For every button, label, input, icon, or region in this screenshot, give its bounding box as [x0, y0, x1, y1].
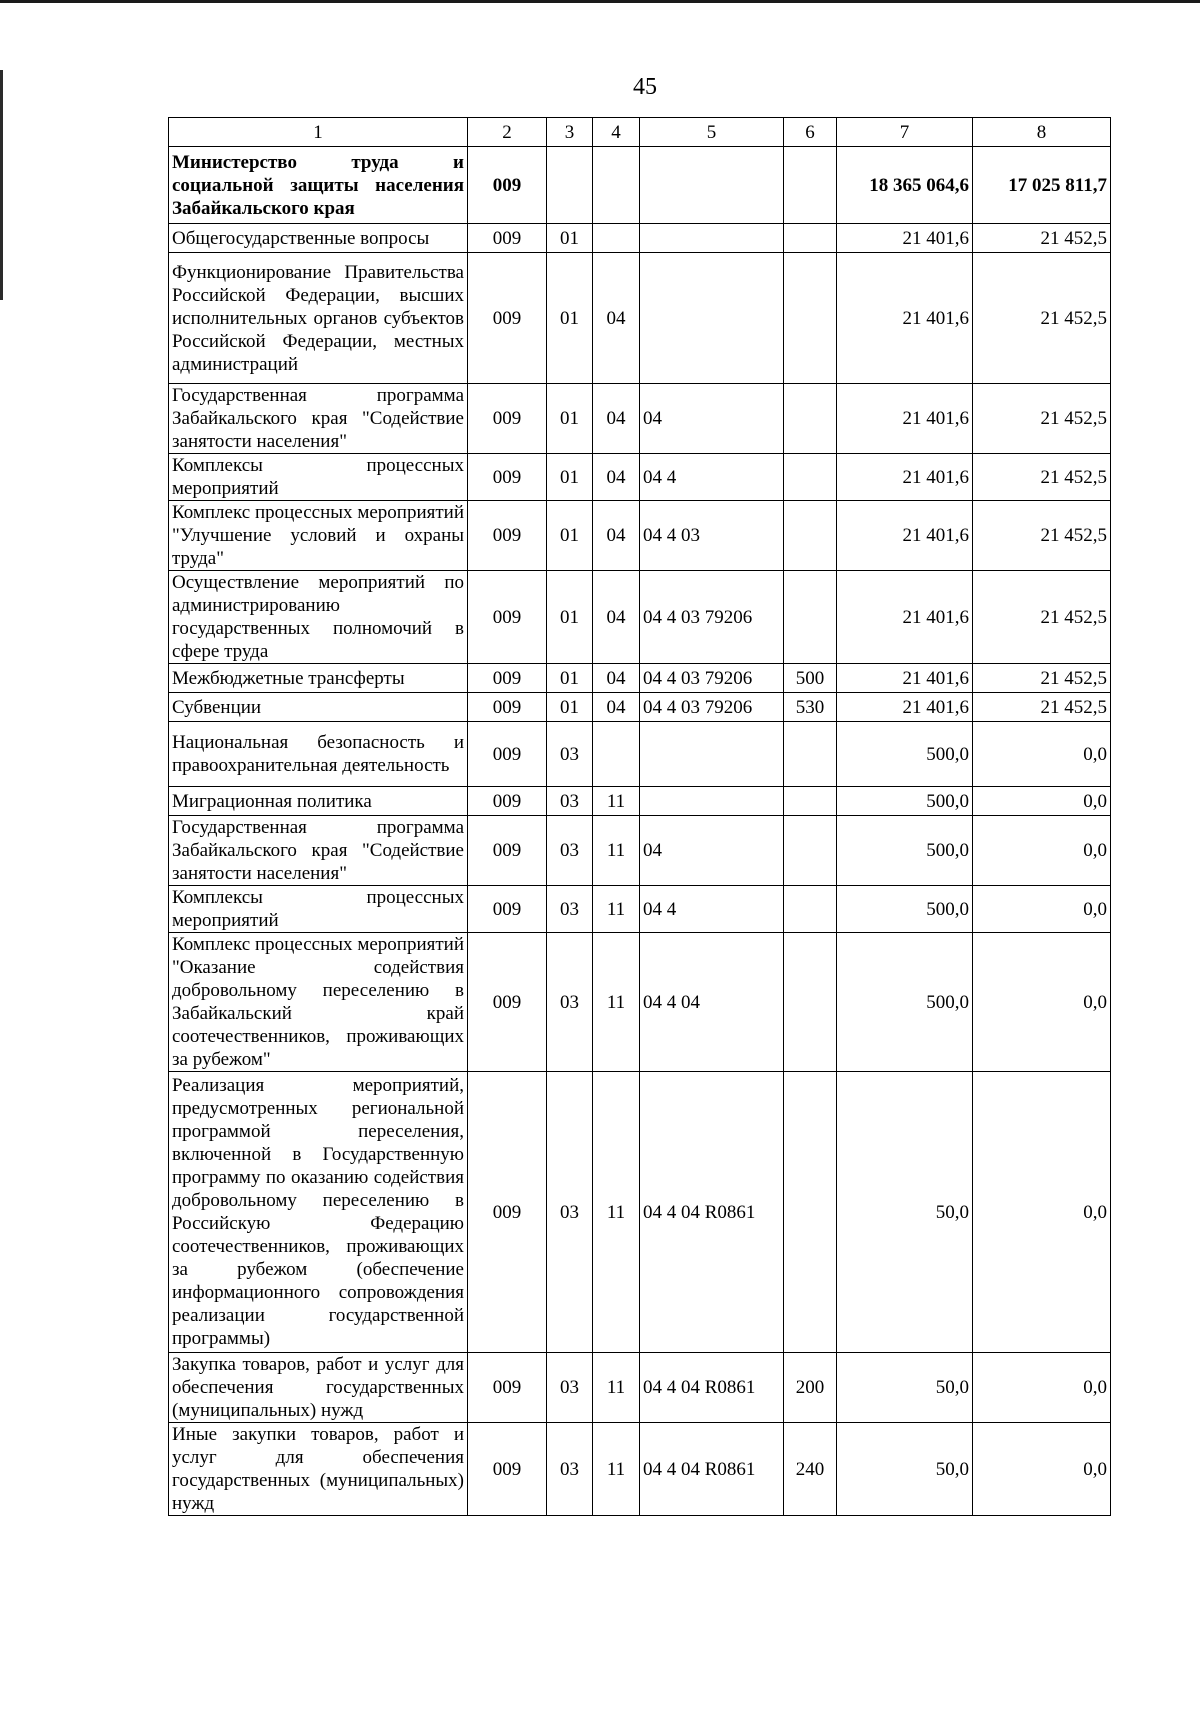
division-code-cell: 03 [547, 1072, 593, 1353]
section-code-cell: 009 [468, 253, 547, 384]
amount-year1-cell: 21 401,6 [837, 664, 973, 693]
amount-year2-cell: 21 452,5 [973, 253, 1111, 384]
amount-year1-cell: 21 401,6 [837, 501, 973, 571]
amount-year2-cell: 21 452,5 [973, 454, 1111, 501]
row-name-cell: Государственная программа Забайкальского края "Содействие занятости населения" [169, 816, 468, 886]
header-cell-4: 4 [593, 118, 640, 147]
budget-table [168, 117, 1111, 1516]
subdivision-code-cell: 11 [593, 886, 640, 933]
table-row [169, 147, 1111, 224]
subdivision-code-cell: 11 [593, 1072, 640, 1353]
subdivision-code-cell: 11 [593, 1353, 640, 1423]
amount-year1-cell: 500,0 [837, 722, 973, 787]
amount-year2-cell: 0,0 [973, 933, 1111, 1072]
header-cell-2: 2 [468, 118, 547, 147]
division-code-cell: 03 [547, 1353, 593, 1423]
amount-year2-cell: 0,0 [973, 787, 1111, 816]
row-name-cell: Национальная безопасность и правоохранительная деятельность [169, 722, 468, 787]
amount-year2-cell: 0,0 [973, 722, 1111, 787]
row-name-cell: Комплекс процессных мероприятий "Оказание содействия добровольному переселению в Забайкальский край соотечественников, проживающих за рубежом" [169, 933, 468, 1072]
row-name-cell: Комплексы процессных мероприятий [169, 454, 468, 501]
target-article-cell: 04 4 03 79206 [640, 664, 784, 693]
table-row [169, 454, 1111, 501]
section-code-cell: 009 [468, 1353, 547, 1423]
row-name-cell: Закупка товаров, работ и услуг для обеспечения государственных (муниципальных) нужд [169, 1353, 468, 1423]
amount-year2-cell: 0,0 [973, 886, 1111, 933]
amount-year2-cell: 21 452,5 [973, 224, 1111, 253]
subdivision-code-cell: 11 [593, 933, 640, 1072]
table-row [169, 224, 1111, 253]
subdivision-code-cell [593, 224, 640, 253]
table-row [169, 1353, 1111, 1423]
row-name-cell: Комплекс процессных мероприятий "Улучшение условий и охраны труда" [169, 501, 468, 571]
row-name-cell: Осуществление мероприятий по администрированию государственных полномочий в сфере труда [169, 571, 468, 664]
amount-year2-cell: 21 452,5 [973, 571, 1111, 664]
amount-year1-cell: 21 401,6 [837, 571, 973, 664]
expense-type-cell [784, 886, 837, 933]
division-code-cell: 01 [547, 571, 593, 664]
header-cell-1: 1 [169, 118, 468, 147]
header-cell-8: 8 [973, 118, 1111, 147]
subdivision-code-cell: 04 [593, 384, 640, 454]
target-article-cell: 04 [640, 816, 784, 886]
table-row [169, 722, 1111, 787]
division-code-cell: 01 [547, 253, 593, 384]
amount-year1-cell: 21 401,6 [837, 693, 973, 722]
target-article-cell: 04 4 04 R0861 [640, 1423, 784, 1516]
amount-year2-cell: 21 452,5 [973, 384, 1111, 454]
left-margin-line [0, 70, 3, 300]
amount-year1-cell: 500,0 [837, 886, 973, 933]
section-code-cell: 009 [468, 886, 547, 933]
amount-year1-cell: 50,0 [837, 1353, 973, 1423]
subdivision-code-cell: 11 [593, 787, 640, 816]
target-article-cell [640, 253, 784, 384]
division-code-cell: 03 [547, 787, 593, 816]
header-cell-3: 3 [547, 118, 593, 147]
section-code-cell: 009 [468, 147, 547, 224]
table-row [169, 1072, 1111, 1353]
section-code-cell: 009 [468, 224, 547, 253]
target-article-cell: 04 4 04 R0861 [640, 1072, 784, 1353]
amount-year2-cell: 17 025 811,7 [973, 147, 1111, 224]
division-code-cell: 03 [547, 933, 593, 1072]
expense-type-cell [784, 722, 837, 787]
table-row [169, 1423, 1111, 1516]
expense-type-cell [784, 933, 837, 1072]
amount-year2-cell: 21 452,5 [973, 693, 1111, 722]
expense-type-cell [784, 571, 837, 664]
section-code-cell: 009 [468, 722, 547, 787]
table-row [169, 886, 1111, 933]
table-row [169, 253, 1111, 384]
amount-year2-cell: 0,0 [973, 1072, 1111, 1353]
amount-year1-cell: 500,0 [837, 787, 973, 816]
amount-year2-cell: 0,0 [973, 1353, 1111, 1423]
subdivision-code-cell [593, 722, 640, 787]
expense-type-cell: 200 [784, 1353, 837, 1423]
table-row [169, 571, 1111, 664]
subdivision-code-cell: 11 [593, 816, 640, 886]
table-row [169, 787, 1111, 816]
row-name-cell: Государственная программа Забайкальского края "Содействие занятости населения" [169, 384, 468, 454]
table-row [169, 693, 1111, 722]
amount-year1-cell: 18 365 064,6 [837, 147, 973, 224]
expense-type-cell [784, 816, 837, 886]
amount-year1-cell: 21 401,6 [837, 454, 973, 501]
header-cell-7: 7 [837, 118, 973, 147]
section-code-cell: 009 [468, 571, 547, 664]
table-row [169, 816, 1111, 886]
table-header-row [169, 118, 1111, 147]
row-name-cell: Реализация мероприятий, предусмотренных региональной программой переселения, включенной в Государственную программу по оказанию содействия добровольному переселению в Российскую Федерацию соотечественников, проживающих за рубежом (обеспечение информационного сопровождения реализации государственной программы) [169, 1072, 468, 1353]
subdivision-code-cell: 04 [593, 501, 640, 571]
subdivision-code-cell: 04 [593, 664, 640, 693]
section-code-cell: 009 [468, 501, 547, 571]
row-name-cell: Министерство труда и социальной защиты населения Забайкальского края [169, 147, 468, 224]
top-border-line [0, 0, 1200, 3]
division-code-cell: 03 [547, 722, 593, 787]
target-article-cell: 04 4 04 [640, 933, 784, 1072]
subdivision-code-cell: 04 [593, 571, 640, 664]
expense-type-cell: 240 [784, 1423, 837, 1516]
row-name-cell: Общегосударственные вопросы [169, 224, 468, 253]
subdivision-code-cell: 04 [593, 454, 640, 501]
section-code-cell: 009 [468, 454, 547, 501]
division-code-cell: 01 [547, 501, 593, 571]
amount-year1-cell: 21 401,6 [837, 384, 973, 454]
division-code-cell: 03 [547, 816, 593, 886]
table-row [169, 501, 1111, 571]
row-name-cell: Функционирование Правительства Российской Федерации, высших исполнительных органов субъектов Российской Федерации, местных администраций [169, 253, 468, 384]
section-code-cell: 009 [468, 933, 547, 1072]
division-code-cell: 03 [547, 1423, 593, 1516]
division-code-cell: 01 [547, 664, 593, 693]
row-name-cell: Миграционная политика [169, 787, 468, 816]
expense-type-cell: 500 [784, 664, 837, 693]
target-article-cell: 04 [640, 384, 784, 454]
row-name-cell: Межбюджетные трансферты [169, 664, 468, 693]
page-number: 45 [633, 74, 657, 100]
row-name-cell: Субвенции [169, 693, 468, 722]
table-row [169, 664, 1111, 693]
target-article-cell: 04 4 [640, 454, 784, 501]
subdivision-code-cell: 04 [593, 253, 640, 384]
amount-year2-cell: 21 452,5 [973, 664, 1111, 693]
division-code-cell: 01 [547, 224, 593, 253]
amount-year2-cell: 0,0 [973, 1423, 1111, 1516]
amount-year1-cell: 500,0 [837, 933, 973, 1072]
amount-year2-cell: 21 452,5 [973, 501, 1111, 571]
expense-type-cell [784, 454, 837, 501]
section-code-cell: 009 [468, 1072, 547, 1353]
target-article-cell [640, 147, 784, 224]
subdivision-code-cell: 04 [593, 693, 640, 722]
subdivision-code-cell [593, 147, 640, 224]
amount-year1-cell: 50,0 [837, 1423, 973, 1516]
target-article-cell: 04 4 [640, 886, 784, 933]
row-name-cell: Комплексы процессных мероприятий [169, 886, 468, 933]
division-code-cell [547, 147, 593, 224]
target-article-cell [640, 722, 784, 787]
section-code-cell: 009 [468, 693, 547, 722]
amount-year1-cell: 500,0 [837, 816, 973, 886]
target-article-cell: 04 4 03 79206 [640, 571, 784, 664]
header-cell-5: 5 [640, 118, 784, 147]
expense-type-cell [784, 1072, 837, 1353]
amount-year1-cell: 21 401,6 [837, 224, 973, 253]
header-cell-6: 6 [784, 118, 837, 147]
target-article-cell: 04 4 03 [640, 501, 784, 571]
amount-year2-cell: 0,0 [973, 816, 1111, 886]
section-code-cell: 009 [468, 664, 547, 693]
expense-type-cell [784, 253, 837, 384]
expense-type-cell [784, 147, 837, 224]
section-code-cell: 009 [468, 384, 547, 454]
amount-year1-cell: 21 401,6 [837, 253, 973, 384]
row-name-cell: Иные закупки товаров, работ и услуг для обеспечения государственных (муниципальных) нужд [169, 1423, 468, 1516]
target-article-cell: 04 4 03 79206 [640, 693, 784, 722]
expense-type-cell [784, 224, 837, 253]
division-code-cell: 01 [547, 693, 593, 722]
section-code-cell: 009 [468, 816, 547, 886]
section-code-cell: 009 [468, 1423, 547, 1516]
target-article-cell [640, 224, 784, 253]
table-row [169, 933, 1111, 1072]
target-article-cell: 04 4 04 R0861 [640, 1353, 784, 1423]
amount-year1-cell: 50,0 [837, 1072, 973, 1353]
expense-type-cell [784, 501, 837, 571]
expense-type-cell [784, 384, 837, 454]
division-code-cell: 01 [547, 454, 593, 501]
expense-type-cell [784, 787, 837, 816]
target-article-cell [640, 787, 784, 816]
division-code-cell: 01 [547, 384, 593, 454]
subdivision-code-cell: 11 [593, 1423, 640, 1516]
section-code-cell: 009 [468, 787, 547, 816]
expense-type-cell: 530 [784, 693, 837, 722]
table-row [169, 384, 1111, 454]
division-code-cell: 03 [547, 886, 593, 933]
